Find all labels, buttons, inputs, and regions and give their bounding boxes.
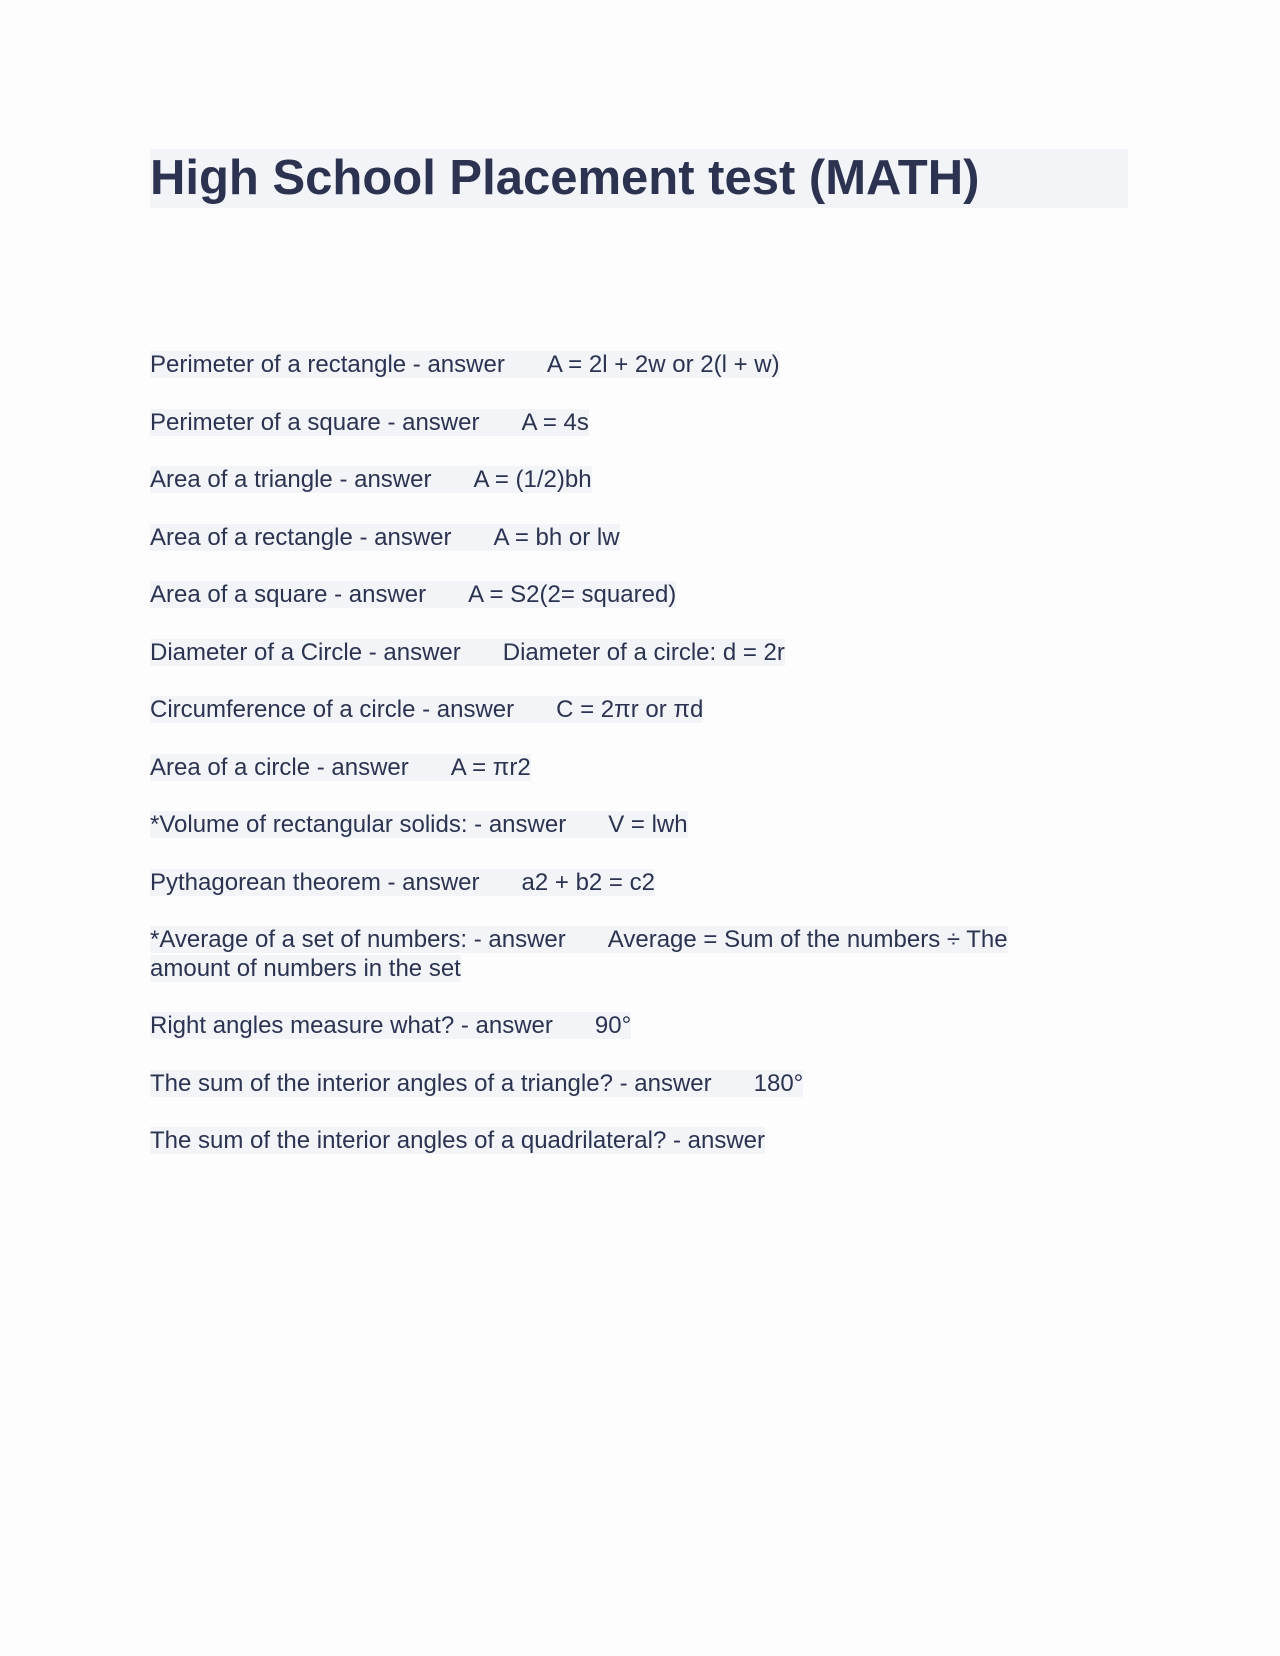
qa-answer: Diameter of a circle: d = 2r [502, 638, 785, 666]
qa-answer: a2 + b2 = c2 [521, 868, 655, 896]
qa-item [150, 524, 1080, 553]
qa-answer: 90° [594, 1012, 632, 1039]
qa-item [150, 351, 1080, 380]
page-title: High School Placement test (MATH) [150, 151, 980, 205]
qa-answer: V = lwh [608, 811, 688, 838]
qa-question: Area of a rectangle - answer [150, 523, 452, 551]
qa-question: The sum of the interior angles of a triangle? - answer [150, 1069, 712, 1097]
qa-question: Area of a triangle - answer [150, 466, 432, 493]
qa-item [150, 696, 1080, 725]
qa-question: Area of a square - answer [150, 581, 427, 608]
qa-question: Perimeter of a rectangle - answer [150, 351, 505, 378]
qa-answer: A = bh or lw [493, 523, 620, 551]
qa-item [150, 869, 1080, 898]
qa-item [150, 581, 1080, 610]
qa-item [150, 409, 1080, 438]
qa-item [150, 1127, 1080, 1156]
qa-question: Area of a circle - answer [150, 753, 409, 781]
qa-item [150, 926, 1080, 983]
qa-item [150, 754, 1080, 783]
qa-item [150, 1070, 1080, 1099]
qa-answer: A = 2l + 2w or 2(l + w) [546, 351, 780, 378]
qa-answer: C = 2πr or πd [556, 696, 704, 723]
qa-question: Right angles measure what? - answer [150, 1012, 553, 1039]
title-block [150, 149, 1128, 208]
qa-answer: 180° [753, 1069, 804, 1097]
qa-item [150, 811, 1080, 840]
qa-question: *Volume of rectangular solids: - answer [150, 811, 567, 838]
qa-answer: A = S2(2= squared) [468, 581, 677, 608]
qa-list [150, 351, 1080, 1185]
qa-question: Circumference of a circle - answer [150, 696, 515, 723]
qa-question: Diameter of a Circle - answer [150, 638, 461, 666]
qa-question: *Average of a set of numbers: - answer [150, 926, 566, 953]
qa-answer: A = (1/2)bh [473, 466, 592, 493]
qa-question: Perimeter of a square - answer [150, 408, 480, 436]
qa-answer: Average = Sum of the numbers ÷ The amount of numbers in the set [150, 926, 1008, 982]
qa-answer: A = 4s [521, 408, 589, 436]
qa-item [150, 639, 1080, 668]
qa-question: Pythagorean theorem - answer [150, 868, 480, 896]
qa-item [150, 466, 1080, 495]
qa-item [150, 1012, 1080, 1041]
qa-answer: A = πr2 [450, 753, 531, 781]
qa-question: The sum of the interior angles of a quadrilateral? - answer [150, 1127, 765, 1154]
